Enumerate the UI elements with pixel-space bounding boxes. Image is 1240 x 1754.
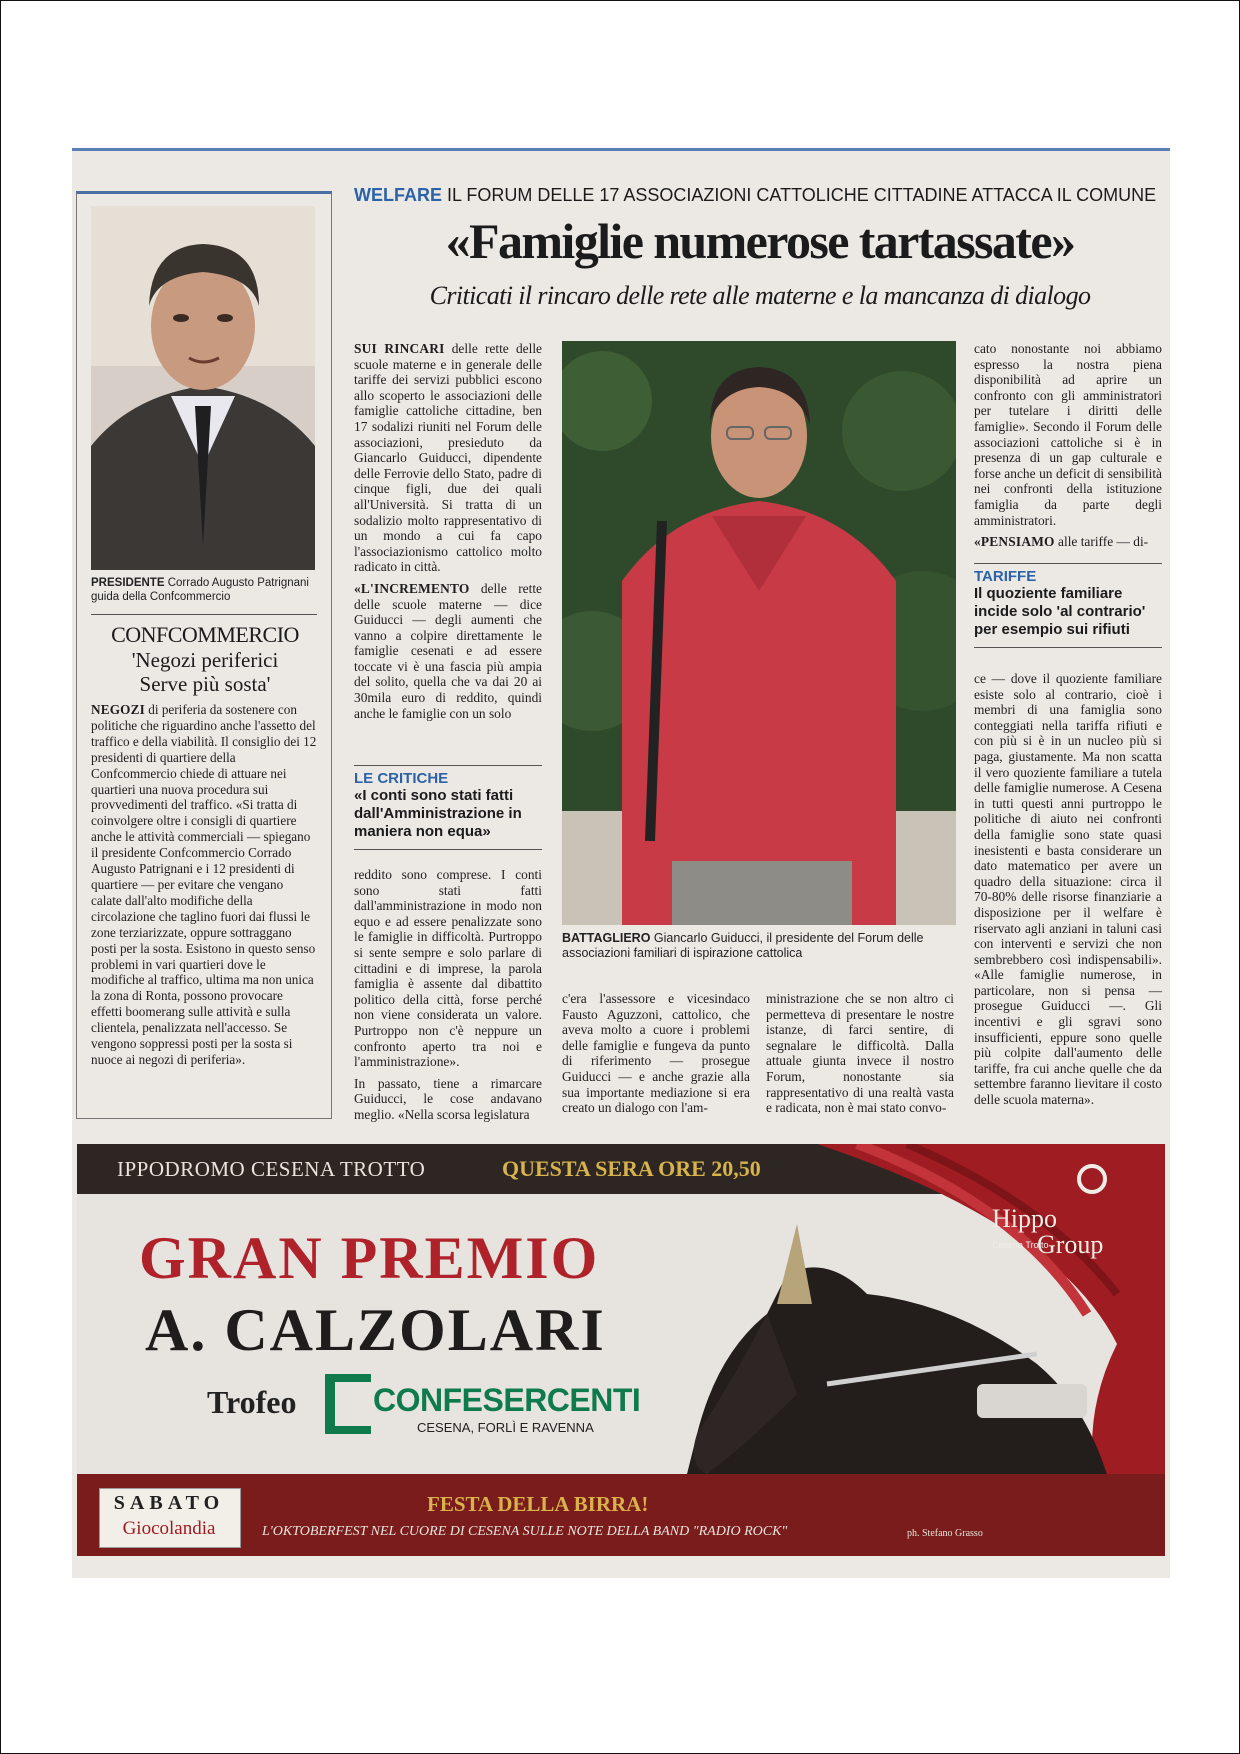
trophy-label: Trofeo [207, 1384, 297, 1420]
col1-p1: delle rette delle scuole materne e in generale delle tariffe dei servizi pubblici escono allo scoperto le associazioni delle famiglie cattoliche cittadine, ben 17 sodalizi riuniti nel Forum delle associazioni, presieduto da Giancarlo Guiducci, dipendente delle Ferrovie dello Stato, padre di cinque figli, due dei quali all'Università. Si tratta di un sodalizio molto rappresentativo di un mondo a cui fa capo l'associazionismo cattolico molto radicato in città. [354, 341, 542, 575]
sponsor-logo-icon [325, 1374, 371, 1434]
article-col-2-bottom [562, 991, 750, 1122]
main-caption-text: Giancarlo Guiducci, il presidente del Forum delle associazioni familiari di ispirazione cattolica [562, 931, 924, 960]
box2-text: Il quoziente familiare incide solo 'al contrario' per esempio sui rifiuti [974, 585, 1146, 638]
festa-title: FESTA DELLA BIRRA! [427, 1492, 649, 1516]
box-le-critiche [354, 765, 542, 850]
brand-hippo: Hippo [992, 1204, 1057, 1233]
newspaper-clipping [72, 148, 1170, 1578]
col1-p4: In passato, tiene a rimarcare Guiducci, le cose andavano meglio. «Nella scorsa legislatura [354, 1075, 542, 1122]
lead-incremento: «L'INCREMENTO [354, 580, 470, 596]
guiducci-photo [562, 341, 956, 925]
event-title-1: GRAN PREMIO [139, 1225, 600, 1291]
lead-pensiamo: «PENSIAMO [974, 534, 1055, 550]
box1-text: «I conti sono stati fatti dall'Amministrazione in maniera non equa» [354, 787, 522, 840]
kicker-welfare: WELFARE [354, 185, 442, 205]
sidebar-body-lead: NEGOZI [91, 702, 145, 717]
sponsor-sub: CESENA, FORLÌ E RAVENNA [417, 1420, 594, 1435]
photo-credit: ph. Stefano Grasso [907, 1528, 983, 1539]
col4-p3: ce — dove il quoziente familiare esiste solo al contrario, cioè i membri di una famiglia sono conteggiati nella tariffa rifiuti e con più si è in un nucleo più si paga, giustamente. Ma non scatta il vero quoziente familiare a tutela delle famiglie numerose. A Cesena in tutti questi anni purtroppo le politiche di aiuto nei confronti della famiglie sono state quasi inesistenti e basta considerare un dato matematico per avere un quadro della situazione: circa il 70-80% delle risorse finanziarie a disposizione per il welfare è riservato agli anziani in taluni casi con interventi e servizi che non sembrebbero così indispensabili». «Alle famiglie numerose, in particolare, non si pensa — prosegue Guiducci —. Gli incentivi e gli sgravi sono insufficienti, eppure sono quelle più colpite dall'aumento delle tariffe, fra cui anche quelle che da settembre faranno lievitare il costo delle scuola materna». [974, 671, 1162, 1108]
brand-group: Group [1037, 1230, 1104, 1259]
festa-subtitle: L'OKTOBERFEST NEL CUORE DI CESENA SULLE NOTE DELLA BAND "RADIO ROCK" [262, 1524, 788, 1539]
col2-text: c'era l'assessore e vicesindaco Fausto Aguzzoni, cattolico, che aveva molto a cuore i problemi delle famiglie e fungeva da punto di riferimento — prosegue Guiducci — e anche grazie alla sua importante mediazione si era creato un dialogo con l'am- [562, 991, 750, 1116]
caption-lead: PRESIDENTE [91, 577, 165, 589]
kicker-rest: IL FORUM DELLE 17 ASSOCIAZIONI CATTOLICHE CITTADINE ATTACCA IL COMUNE [447, 185, 1157, 205]
brand-small: Cesena Trotto [992, 1240, 1049, 1250]
kicker-line [354, 185, 1166, 206]
ad-venue: IPPODROMO CESENA TROTTO [117, 1157, 426, 1181]
col1-p2: delle rette delle scuole materne — dice Guiducci — degli aumenti che vanno a colpire direttamente le famiglie cesenati e ad essere toccate vi è una fascia più ampia del solito, quella che va dai 20 ai 30mila euro di reddito, quindi anche le famiglie con un solo [354, 580, 542, 721]
sidebar-photo-caption [91, 576, 319, 604]
page-subtitle: Criticati il rincaro delle rete alle materne e la mancanza di dialogo [429, 281, 1091, 310]
advertisement [77, 1144, 1165, 1556]
day-label: SABATO [113, 1492, 225, 1514]
sidebar-body-text: di periferia da sostenere con politiche che riguardino anche l'assetto del traffico e della viabilità. Il consiglio dei 12 presidenti di quartiere della Confcommercio chiede di attuare nei quartieri una nuova procedura sui provvedimenti del traffico. «Si tratta di coinvolgere oltre i consigli di quartiere anche le attività commerciali — spiegano il presidente Confcommercio Corrado Augusto Patrignani e i 12 presidenti di quartiere — per evitare che vengano calate dall'alto modifiche della circolazione che taglino fuori dai flussi le zone terziarizzate, oppure sottraggano posti per la sosta. Esistono in questo senso problemi in vari quartieri dove le modifiche al traffico, ultima ma non unica la zona di Ronta, possono provocare effetti boomerang sulle attività e sulla clientela, penalizzata nell'accesso. Se vengono soppressi posti per la sosta si nuoce ai negozi di periferia». [91, 702, 317, 1067]
box2-kicker: TARIFFE [974, 568, 1037, 585]
ad-time: QUESTA SERA ORE 20,50 [502, 1156, 761, 1181]
article-col-4-top [974, 341, 1162, 556]
article-col-4-bottom [974, 671, 1162, 1114]
article-col-1-bottom [354, 867, 542, 1129]
sidebar-divider [91, 614, 317, 615]
lead-sui-rincari: SUI RINCARI [354, 341, 445, 356]
place-label: Giocolandia [122, 1518, 216, 1539]
main-photo-caption [562, 931, 956, 961]
caption-text: Corrado Augusto Patrignani guida della Confcommercio [91, 577, 309, 603]
main-caption-lead: BATTAGLIERO [562, 931, 651, 945]
sidebar-section-label: CONFCOMMERCIO [111, 622, 299, 647]
event-title-2: A. CALZOLARI [145, 1297, 606, 1363]
sidebar-body [91, 702, 317, 1068]
col4-p2: alle tariffe — di- [1058, 534, 1149, 550]
box1-kicker: LE CRITICHE [354, 770, 449, 787]
page-title: «Famiglie numerose tartassate» [445, 213, 1075, 269]
sidebar-headline-1: 'Negozi periferici [131, 648, 279, 672]
brand-logo-icon [1077, 1164, 1107, 1194]
col4-p1: cato nonostante noi abbiamo espresso la nostra piena disponibilità ad aprire un confronto con gli amministratori per tutelare i diritti delle famiglie». Secondo il Forum delle associazioni cattoliche si è in presenza di un gap culturale e forse anche un deficit di sensibilità nei confronti della istituzione famiglia da parte degli amministratori. [974, 341, 1162, 528]
col1-p3: reddito sono comprese. I conti sono stati fatti dall'amministrazione in modo non equo e ad essere penalizzate sono le famiglie in difficoltà. Purtroppo si sente sempre e solo parlare di cittadini e di imprese, la parola famiglia è assente dal dibattito politico della città, forse perché non viene considerata un valore. Purtroppo non c'è neppure un confronto aperto tra noi e l'amministrazione». [354, 867, 542, 1070]
sidebar-box [76, 191, 332, 1119]
box-tariffe [974, 563, 1162, 648]
col3-text: ministrazione che se non altro ci permetteva di presentare le nostre istanze, di farci sentire, di segnalare le difficoltà. Dalla attuale giunta invece il nostro Forum, nonostante sia rappresentativo di una realtà vasta e radicata, non è mai stato convo- [766, 991, 954, 1116]
article-col-3-bottom [766, 991, 954, 1122]
patrignani-photo [91, 206, 315, 570]
sidebar-headline-2: Serve più sosta' [139, 672, 271, 696]
sponsor-name: CONFESERCENTI [373, 1382, 641, 1418]
article-col-1-top [354, 341, 542, 727]
